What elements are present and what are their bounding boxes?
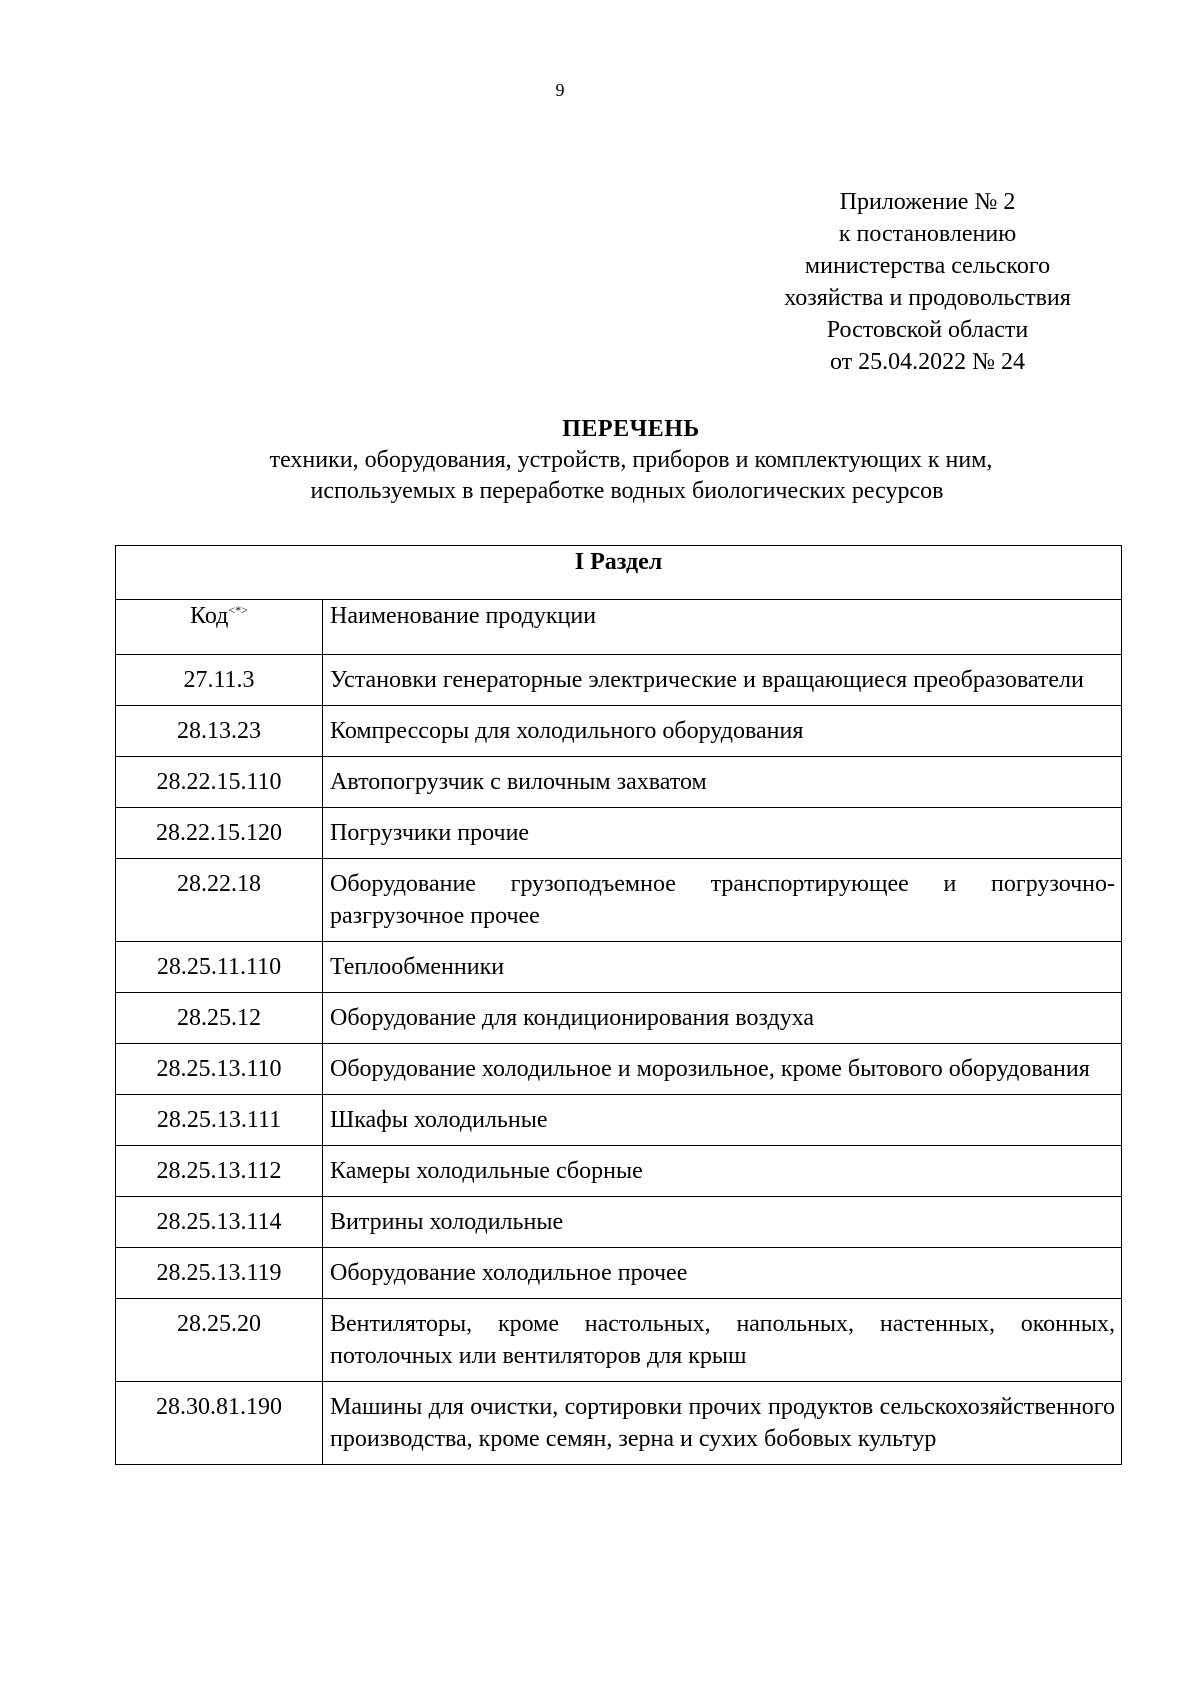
product-name: Оборудование холодильное прочее <box>323 1248 1122 1299</box>
document-title: ПЕРЕЧЕНЬ <box>562 416 700 442</box>
product-code: 28.30.81.190 <box>116 1382 323 1465</box>
product-code: 27.11.3 <box>116 655 323 706</box>
appendix-line: Приложение № 2 <box>839 189 1016 215</box>
products-table <box>115 545 1122 1465</box>
product-code: 28.22.18 <box>116 859 323 942</box>
table-row <box>116 1248 1122 1299</box>
product-name: Погрузчики прочие <box>323 808 1122 859</box>
table-row <box>116 757 1122 808</box>
appendix-line: хозяйства и продовольствия <box>784 285 1071 311</box>
product-name: Компрессоры для холодильного оборудования <box>323 706 1122 757</box>
table-row <box>116 1299 1122 1382</box>
document-title-block <box>114 414 1120 507</box>
appendix-line: от 25.04.2022 № 24 <box>829 349 1026 375</box>
footnote-mark: <*> <box>228 603 248 617</box>
product-code: 28.22.15.110 <box>116 757 323 808</box>
table-row <box>116 1146 1122 1197</box>
table-row <box>116 655 1122 706</box>
table-row <box>116 1044 1122 1095</box>
section-title: I Раздел <box>116 546 1122 600</box>
table-row <box>116 808 1122 859</box>
product-code: 28.25.13.119 <box>116 1248 323 1299</box>
document-subtitle-line-1: техники, оборудования, устройств, приборов и комплектующих к ним, <box>269 447 993 473</box>
product-code: 28.25.20 <box>116 1299 323 1382</box>
product-name: Шкафы холодильные <box>323 1095 1122 1146</box>
table-row <box>116 1382 1122 1465</box>
table-row <box>116 1197 1122 1248</box>
product-code: 28.25.13.112 <box>116 1146 323 1197</box>
table-row <box>116 706 1122 757</box>
appendix-line: министерства сельского <box>804 253 1051 279</box>
appendix-line: к постановлению <box>838 221 1017 247</box>
product-name: Витрины холодильные <box>323 1197 1122 1248</box>
column-header-code <box>116 600 323 655</box>
page-number: 9 <box>555 80 565 100</box>
product-name: Камеры холодильные сборные <box>323 1146 1122 1197</box>
product-name: Теплообменники <box>323 942 1122 993</box>
product-name: Оборудование грузоподъемное транспортирующее и погрузочно-разгрузочное прочее <box>323 859 1122 942</box>
column-header-code-label: Код <box>190 603 229 629</box>
column-header-name: Наименование продукции <box>323 600 1122 655</box>
product-code: 28.22.15.120 <box>116 808 323 859</box>
product-name: Оборудование для кондиционирования воздуха <box>323 993 1122 1044</box>
table-row <box>116 1095 1122 1146</box>
product-name: Установки генераторные электрические и вращающиеся преобразователи <box>323 655 1122 706</box>
product-name: Вентиляторы, кроме настольных, напольных, настенных, оконных, потолочных или вентиляторов для крыш <box>323 1299 1122 1382</box>
column-header-row <box>116 600 1122 655</box>
table-row <box>116 859 1122 942</box>
product-name: Автопогрузчик с вилочным захватом <box>323 757 1122 808</box>
table-row <box>116 993 1122 1044</box>
product-name: Машины для очистки, сортировки прочих продуктов сельскохозяйственного производства, кроме семян, зерна и сухих бобовых культур <box>323 1382 1122 1465</box>
table-row <box>116 942 1122 993</box>
appendix-block <box>735 186 1120 378</box>
product-code: 28.25.13.111 <box>116 1095 323 1146</box>
product-code: 28.13.23 <box>116 706 323 757</box>
product-code: 28.25.13.110 <box>116 1044 323 1095</box>
appendix-line: Ростовской области <box>826 317 1029 343</box>
product-code: 28.25.12 <box>116 993 323 1044</box>
product-name: Оборудование холодильное и морозильное, кроме бытового оборудования <box>323 1044 1122 1095</box>
section-header-row <box>116 546 1122 600</box>
product-code: 28.25.13.114 <box>116 1197 323 1248</box>
document-subtitle-line-2: используемых в переработке водных биологических ресурсов <box>310 478 944 504</box>
product-code: 28.25.11.110 <box>116 942 323 993</box>
